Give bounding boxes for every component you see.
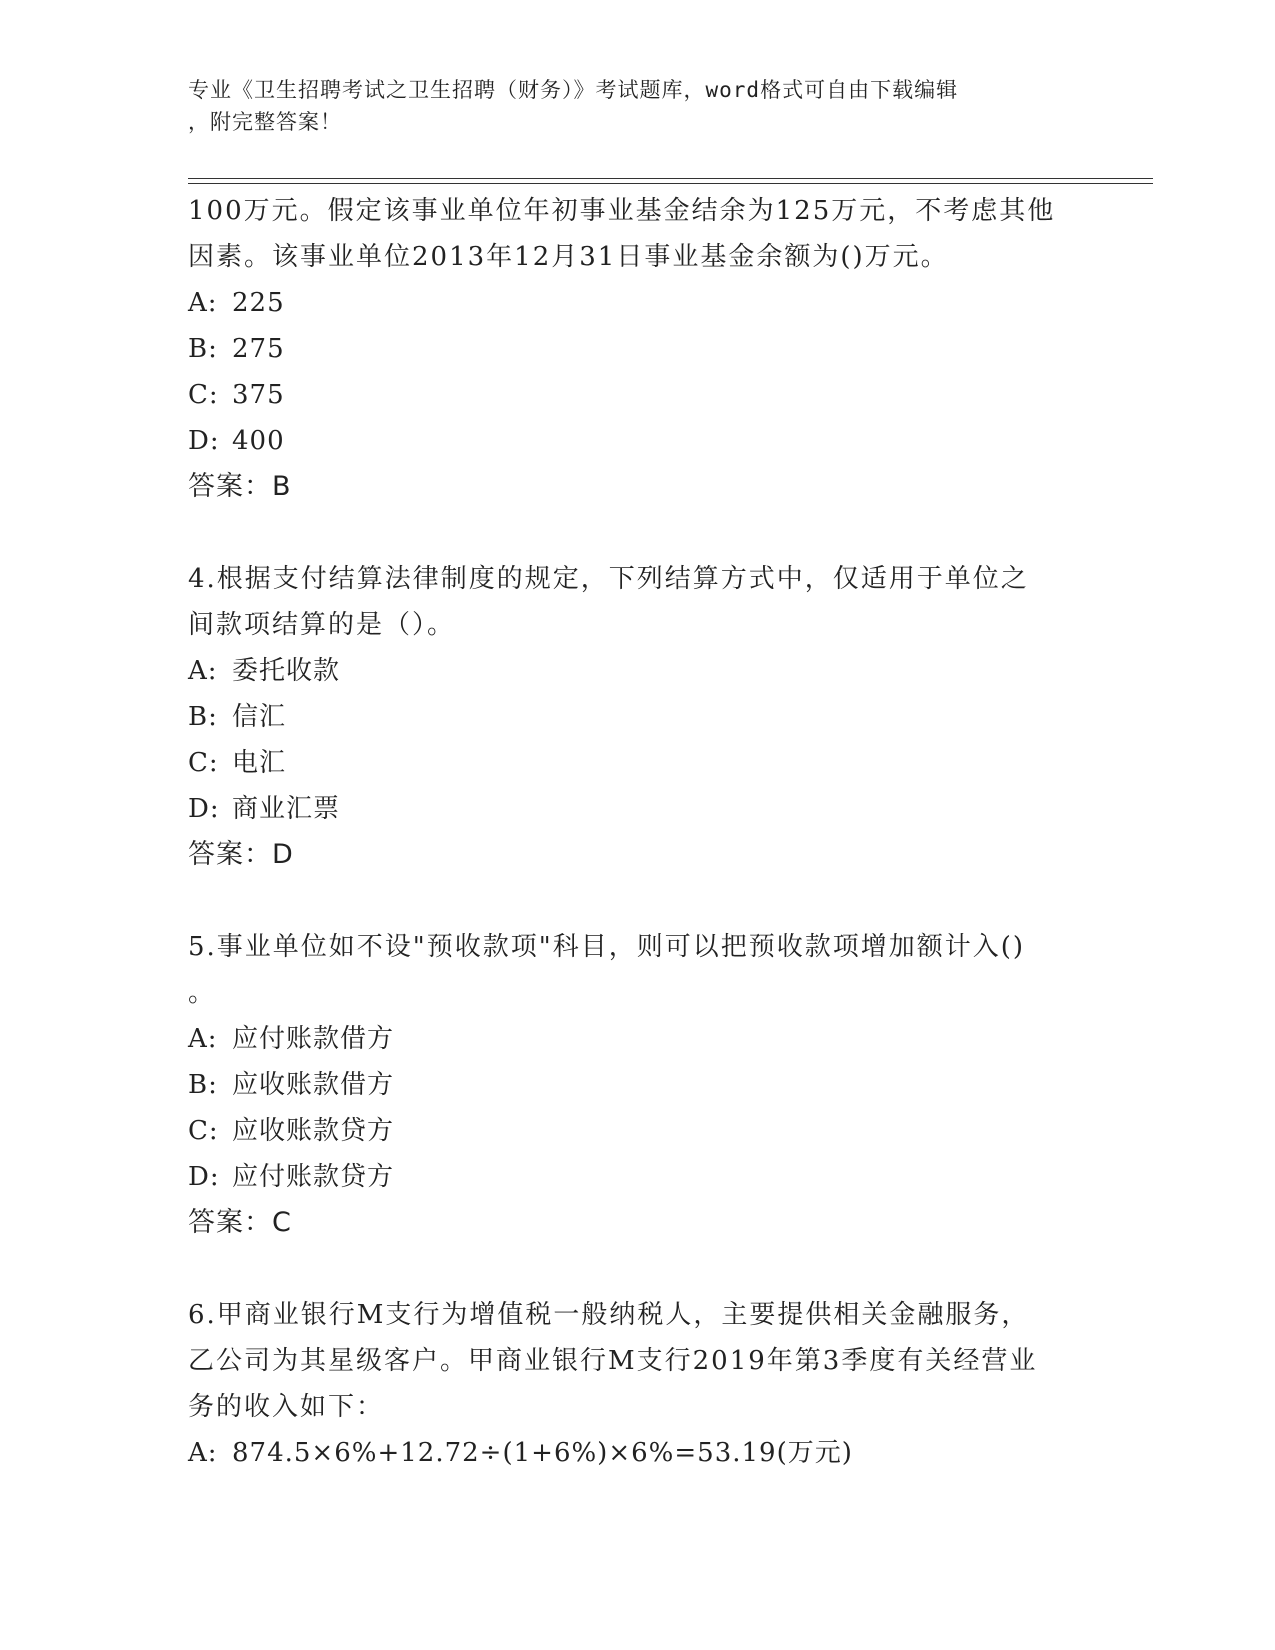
option-text: 874.5×6%+12.72÷(1+6%)×6%=53.19(万元): [232, 1438, 853, 1468]
option-c: [188, 740, 1088, 786]
option-d: [188, 418, 1088, 464]
option-d: [188, 1154, 1088, 1200]
question-text-line: 5.事业单位如不设"预收款项"科目，则可以把预收款项增加额计入(): [188, 932, 1026, 962]
answer-line: 答案：C: [188, 1207, 292, 1238]
option-text: 应收账款借方: [232, 1070, 395, 1100]
option-b: [188, 1062, 1088, 1108]
option-c: [188, 372, 1088, 418]
option-key: A:: [188, 656, 218, 686]
option-key: A:: [188, 288, 218, 318]
spacer: [188, 1246, 1088, 1292]
option-key: C:: [188, 1116, 219, 1146]
option-text: 商业汇票: [232, 794, 341, 824]
answer-line: 答案：D: [188, 839, 294, 870]
question-6: [188, 1292, 1088, 1476]
header-title-line: 专业《卫生招聘考试之卫生招聘（财务）》考试题库，word格式可自由下载编辑: [188, 78, 959, 102]
option-key: A:: [188, 1438, 218, 1468]
option-key: D:: [188, 1162, 220, 1192]
spacer: [188, 510, 1088, 556]
option-b: [188, 326, 1088, 372]
option-text: 400: [232, 426, 285, 456]
option-key: B:: [188, 702, 218, 732]
spacer: [188, 878, 1088, 924]
question-text-line: 4.根据支付结算法律制度的规定，下列结算方式中，仅适用于单位之: [188, 564, 1029, 594]
header-divider-top: [188, 178, 1153, 179]
question-text-line: 100万元。假定该事业单位年初事业基金结余为125万元，不考虑其他: [188, 196, 1056, 226]
option-text: 信汇: [232, 702, 287, 732]
answer-line: 答案：B: [188, 471, 292, 502]
question-5: [188, 924, 1088, 1246]
question-text-line: 因素。该事业单位2013年12月31日事业基金余额为()万元。: [188, 242, 949, 272]
option-key: C:: [188, 748, 219, 778]
option-text: 电汇: [232, 748, 287, 778]
question-text-line: 。: [188, 978, 217, 1008]
question-text-line: 6.甲商业银行M支行为增值税一般纳税人，主要提供相关金融服务，: [188, 1300, 1030, 1330]
option-a: [188, 280, 1088, 326]
option-c: [188, 1108, 1088, 1154]
option-a: [188, 1016, 1088, 1062]
option-text: 225: [232, 288, 285, 318]
document-header: [188, 74, 1088, 138]
question-4: [188, 556, 1088, 878]
option-key: B:: [188, 334, 218, 364]
option-text: 应付账款贷方: [232, 1162, 395, 1192]
option-key: B:: [188, 1070, 218, 1100]
header-title-continuation: ，附完整答案！: [188, 110, 342, 134]
option-key: D:: [188, 794, 220, 824]
question-text-line: 间款项结算的是（）。: [188, 610, 456, 640]
option-a: [188, 1430, 1088, 1476]
option-d: [188, 786, 1088, 832]
option-b: [188, 694, 1088, 740]
question-list: [188, 188, 1088, 1476]
option-key: D:: [188, 426, 220, 456]
question-text-line: 乙公司为其星级客户。甲商业银行M支行2019年第3季度有关经营业: [188, 1346, 1038, 1376]
option-text: 应付账款借方: [232, 1024, 395, 1054]
option-a: [188, 648, 1088, 694]
question-text-line: 务的收入如下：: [188, 1392, 385, 1422]
option-text: 委托收款: [232, 656, 341, 686]
header-divider-bottom: [188, 183, 1153, 184]
option-text: 275: [232, 334, 285, 364]
option-text: 375: [232, 380, 285, 410]
question-3: [188, 188, 1088, 510]
option-key: A:: [188, 1024, 218, 1054]
option-text: 应收账款贷方: [232, 1116, 395, 1146]
option-key: C:: [188, 380, 219, 410]
